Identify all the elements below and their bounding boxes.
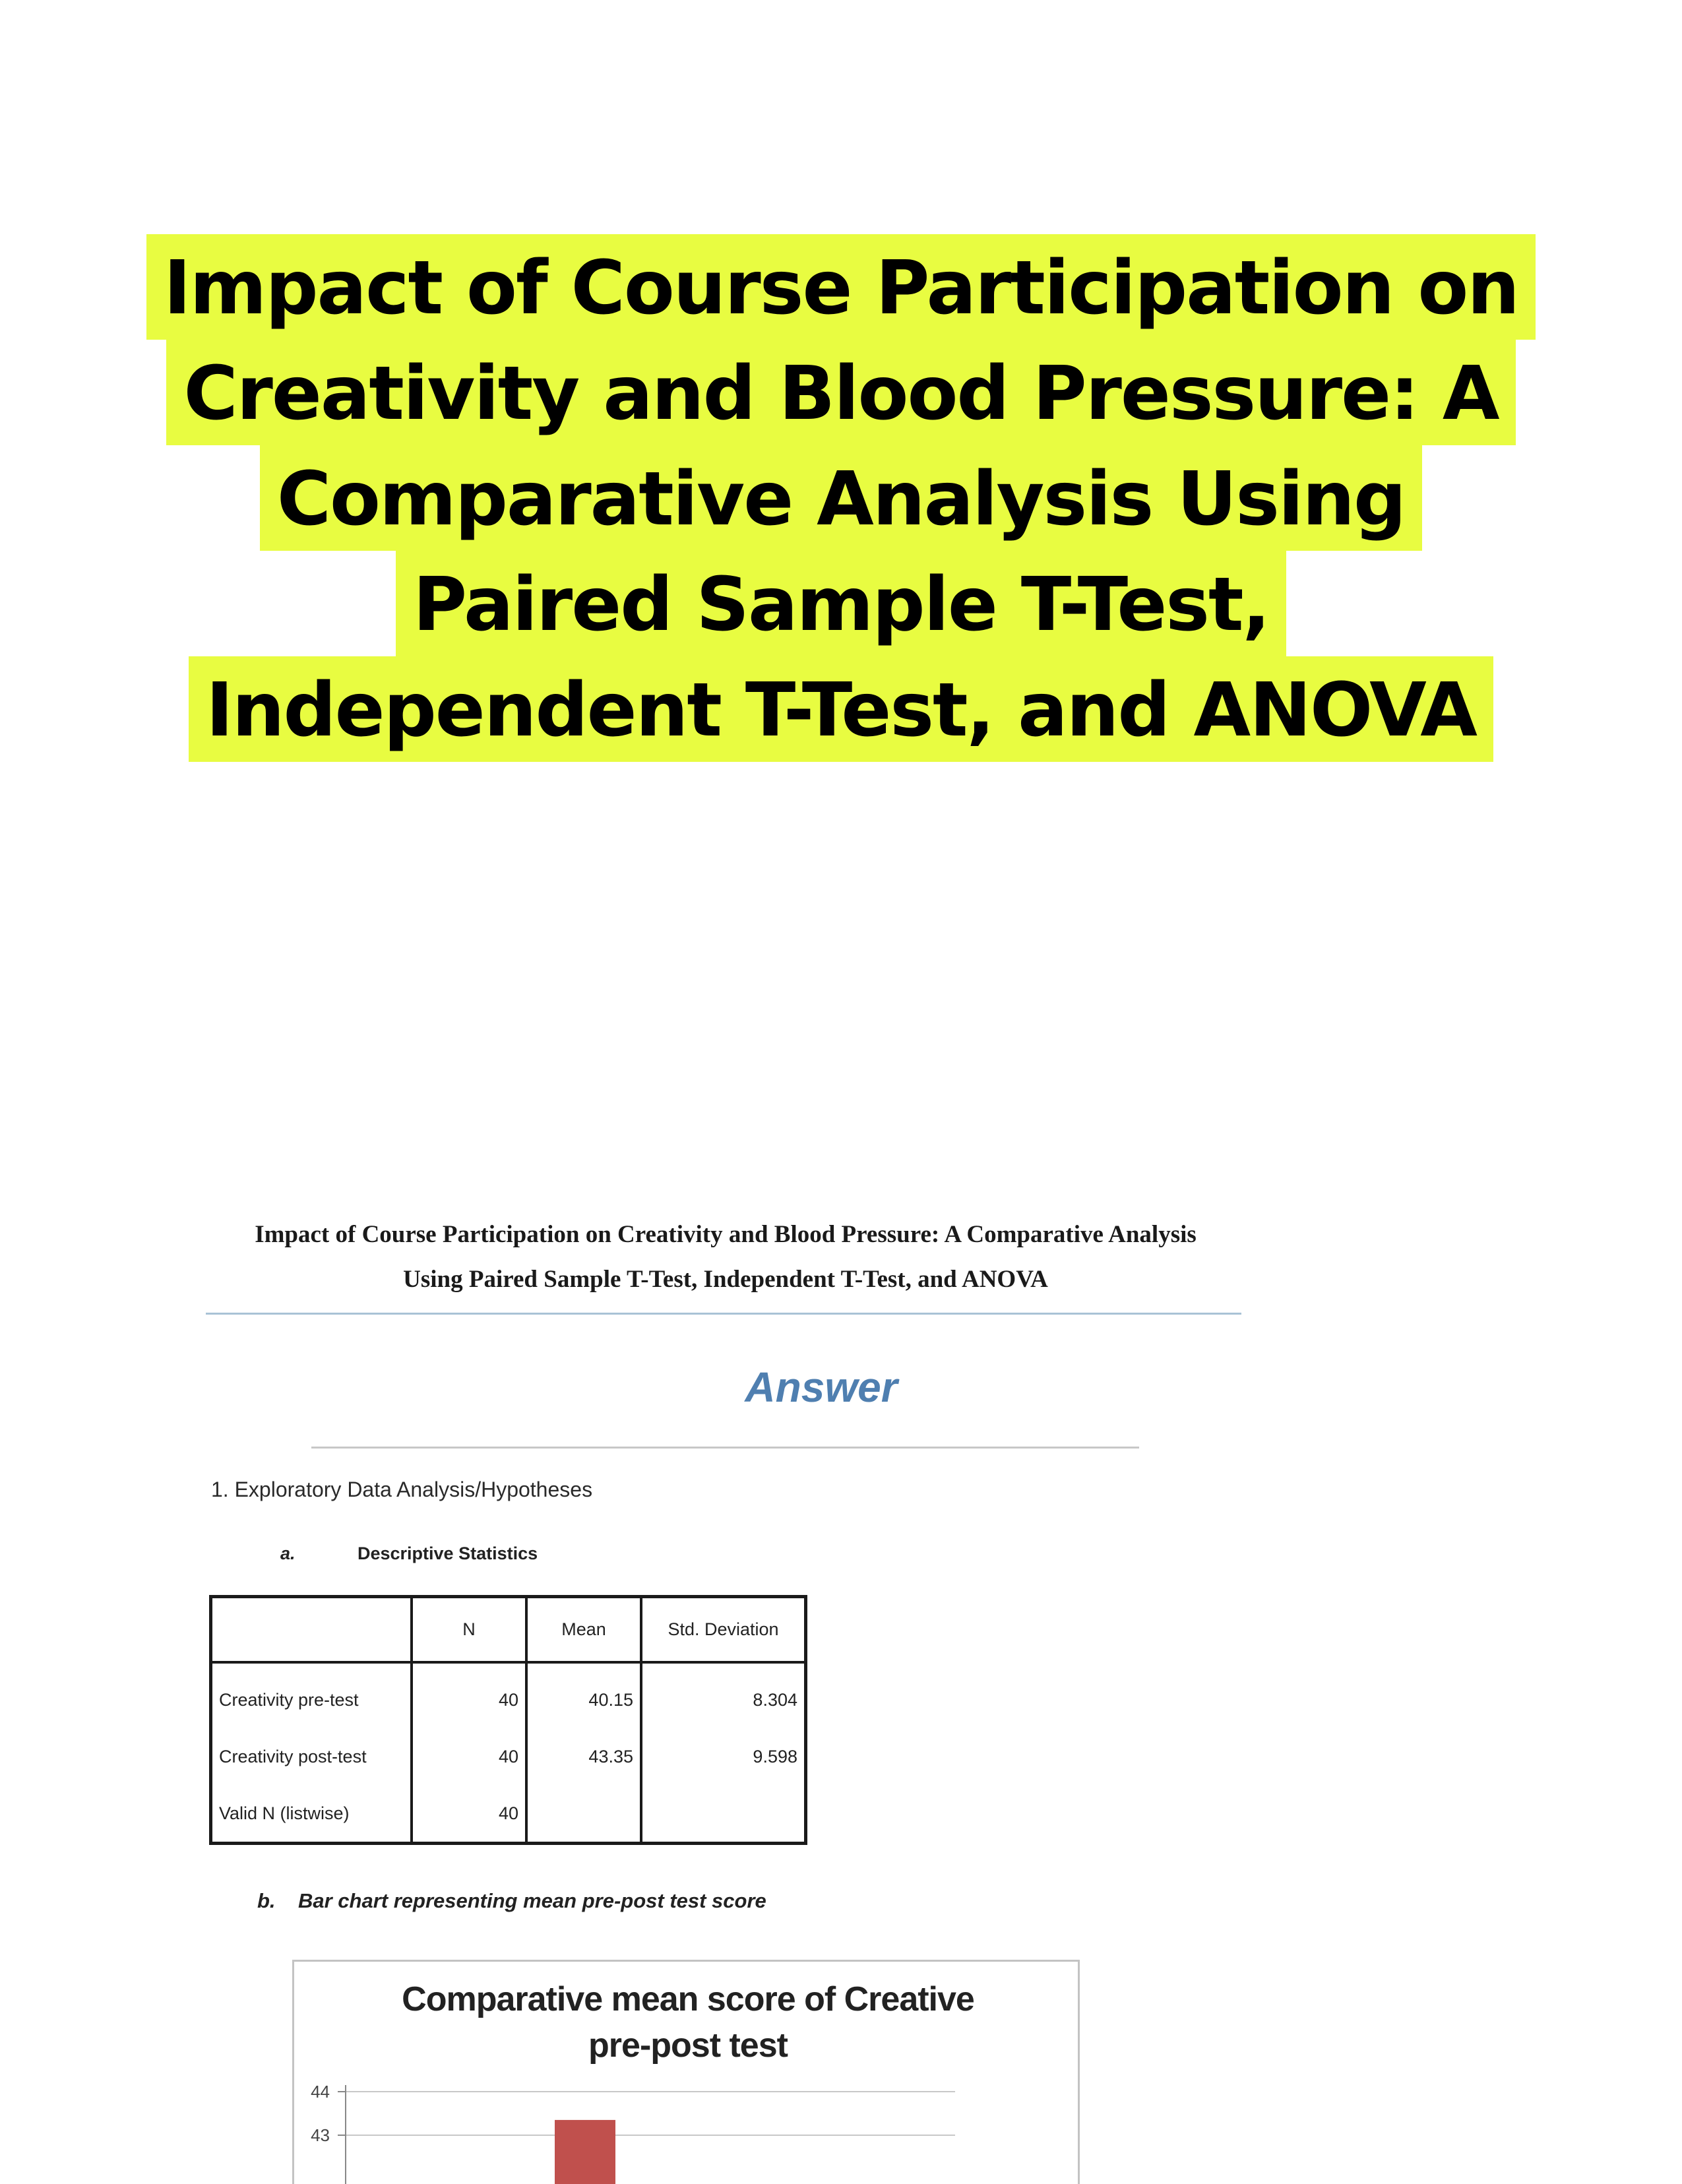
document-heading-line-2: Using Paired Sample T-Test, Independent T-Test, and ANOVA bbox=[403, 1266, 1048, 1293]
cover-title-line: Independent T-Test, and ANOVA bbox=[189, 656, 1493, 762]
table-row bbox=[211, 1662, 806, 1728]
cover-title-line: Creativity and Blood Pressure: A bbox=[166, 340, 1515, 445]
chart-title-line: Comparative mean score of Creative bbox=[402, 1980, 974, 2018]
cover-title-line: Comparative Analysis Using bbox=[260, 445, 1422, 551]
cover-title-line: Impact of Course Participation on bbox=[146, 234, 1536, 340]
chart-plot-area bbox=[294, 1962, 1080, 2184]
subsection-marker: b. bbox=[257, 1889, 276, 1912]
heading-divider bbox=[206, 1313, 1241, 1315]
table-cell: Creativity pre-test bbox=[219, 1689, 359, 1710]
subsection-b-heading bbox=[257, 1889, 766, 1913]
table-cell: Creativity post-test bbox=[219, 1746, 367, 1766]
document-heading bbox=[204, 1212, 1247, 1302]
table-cell: 8.304 bbox=[641, 1662, 806, 1728]
table-cell: 40.15 bbox=[526, 1662, 641, 1728]
table-cell: 40 bbox=[412, 1785, 526, 1844]
table-cell: 43.35 bbox=[526, 1728, 641, 1785]
cover-title-line: Paired Sample T-Test, bbox=[396, 551, 1286, 656]
answer-divider bbox=[311, 1447, 1139, 1449]
table-cell: 40 bbox=[412, 1728, 526, 1785]
cover-title bbox=[115, 234, 1567, 762]
y-tick-label: 44 bbox=[311, 2082, 330, 2102]
subsection-marker: a. bbox=[280, 1544, 296, 1563]
table-header-row bbox=[211, 1597, 806, 1663]
document-heading-line-1: Impact of Course Participation on Creativity and Blood Pressure: A Comparative Analysis bbox=[255, 1221, 1197, 1248]
chart-bar bbox=[555, 2120, 615, 2184]
subsection-a-heading bbox=[280, 1544, 538, 1564]
chart-title-line: pre-post test bbox=[588, 2026, 788, 2065]
table-cell bbox=[526, 1785, 641, 1844]
subsection-title: Bar chart representing mean pre-post test score bbox=[298, 1889, 766, 1912]
table-cell: Valid N (listwise) bbox=[219, 1803, 350, 1823]
y-tick-label: 43 bbox=[311, 2125, 330, 2145]
answer-label: Answer bbox=[745, 1363, 898, 1411]
table-cell: 9.598 bbox=[641, 1728, 806, 1785]
table-header-cell: Mean bbox=[526, 1597, 641, 1663]
bar-chart bbox=[292, 1960, 1080, 2184]
section-heading: 1. Exploratory Data Analysis/Hypotheses bbox=[211, 1478, 593, 1501]
table-cell: 40 bbox=[412, 1662, 526, 1728]
table-header-cell: Std. Deviation bbox=[641, 1597, 806, 1663]
table-row bbox=[211, 1785, 806, 1844]
table-cell bbox=[641, 1785, 806, 1844]
subsection-title: Descriptive Statistics bbox=[358, 1544, 538, 1563]
document-preview bbox=[198, 1201, 1253, 2177]
table-header-cell bbox=[211, 1597, 412, 1663]
table-header-cell: N bbox=[412, 1597, 526, 1663]
descriptive-statistics-table bbox=[209, 1595, 807, 1845]
table-row bbox=[211, 1728, 806, 1785]
